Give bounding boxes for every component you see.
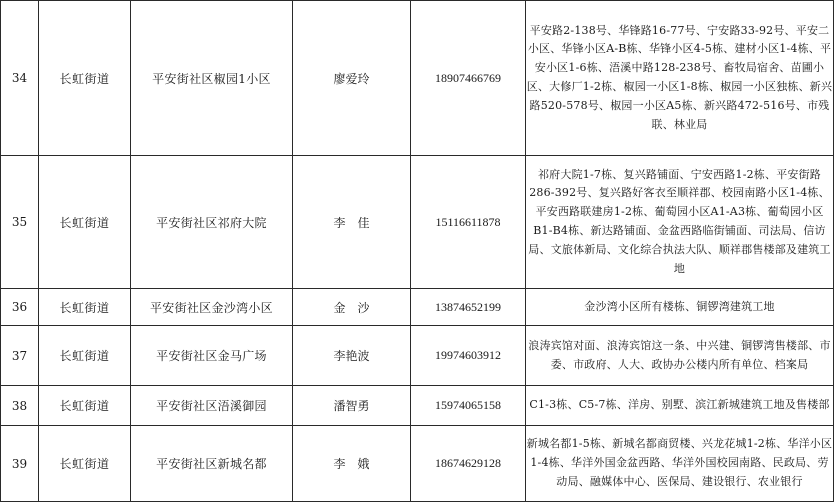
street-cell: 长虹街道 [39,156,131,289]
contact-person-cell: 李艳波 [293,326,411,386]
phone-cell: 15116611878 [411,156,526,289]
row-number: 39 [1,426,39,502]
table-row [1,426,834,502]
contact-person-cell: 李 佳 [293,156,411,289]
phone-cell: 19974603912 [411,326,526,386]
coverage-scope-cell: 平安路2-138号、华锋路16-77号、宁安路33-92号、平安二小区、华锋小区A-B栋、华锋小区4-5栋、建材小区1-4栋、平安小区1-6栋、浯溪中路128-238号、畜牧局宿舍、苗圃小区、大修厂1-2栋、椒园一小区1-8栋、椒园一小区独栋、新兴路520-578号、椒园一小区A5栋、新兴路472-516号、市残联、林业局 [526,1,834,156]
table-row [1,386,834,426]
community-cell: 平安街社区椒园1小区 [131,1,293,156]
street-cell: 长虹街道 [39,386,131,426]
street-cell: 长虹街道 [39,426,131,502]
coverage-scope-cell: C1-3栋、C5-7栋、洋房、别墅、滨江新城建筑工地及售楼部 [526,386,834,426]
street-cell: 长虹街道 [39,1,131,156]
phone-cell: 18674629128 [411,426,526,502]
phone-cell: 13874652199 [411,289,526,326]
coverage-scope-cell: 新城名都1-5栋、新城名都商贸楼、兴龙花城1-2栋、华洋小区1-4栋、华洋外国金盆西路、华洋外国校园南路、民政局、劳动局、融媒体中心、医保局、建设银行、农业银行 [526,426,834,502]
community-cell: 平安街社区祁府大院 [131,156,293,289]
contact-person-cell: 李 娥 [293,426,411,502]
row-number: 34 [1,1,39,156]
table-row [1,156,834,289]
phone-cell: 18907466769 [411,1,526,156]
table-row [1,326,834,386]
row-number: 37 [1,326,39,386]
community-cell: 平安街社区浯溪御园 [131,386,293,426]
row-number: 38 [1,386,39,426]
street-cell: 长虹街道 [39,326,131,386]
contact-person-cell: 金 沙 [293,289,411,326]
row-number: 35 [1,156,39,289]
community-cell: 平安街社区金马广场 [131,326,293,386]
coverage-scope-cell: 浪涛宾馆对面、浪涛宾馆这一条、中兴建、铜锣湾售楼部、市委、市政府、人大、政协办公楼内所有单位、档案局 [526,326,834,386]
coverage-scope-cell: 祁府大院1-7栋、复兴路铺面、宁安西路1-2栋、平安街路286-392号、复兴路好客衣至顺祥郡、校园南路小区1-4栋、平安西路联建房1-2栋、葡萄园小区A1-A3栋、葡萄园小区B1-B4栋、新达路铺面、金盆西路临街铺面、司法局、信访局、文旅体新局、文化综合执法大队、顺祥郡售楼部及建筑工地 [526,156,834,289]
street-cell: 长虹街道 [39,289,131,326]
table-row [1,289,834,326]
contact-person-cell: 潘智勇 [293,386,411,426]
community-cell: 平安街社区金沙湾小区 [131,289,293,326]
row-number: 36 [1,289,39,326]
table-row [1,1,834,156]
coverage-scope-cell: 金沙湾小区所有楼栋、铜锣湾建筑工地 [526,289,834,326]
contact-person-cell: 廖爱玲 [293,1,411,156]
community-cell: 平安街社区新城名都 [131,426,293,502]
phone-cell: 15974065158 [411,386,526,426]
